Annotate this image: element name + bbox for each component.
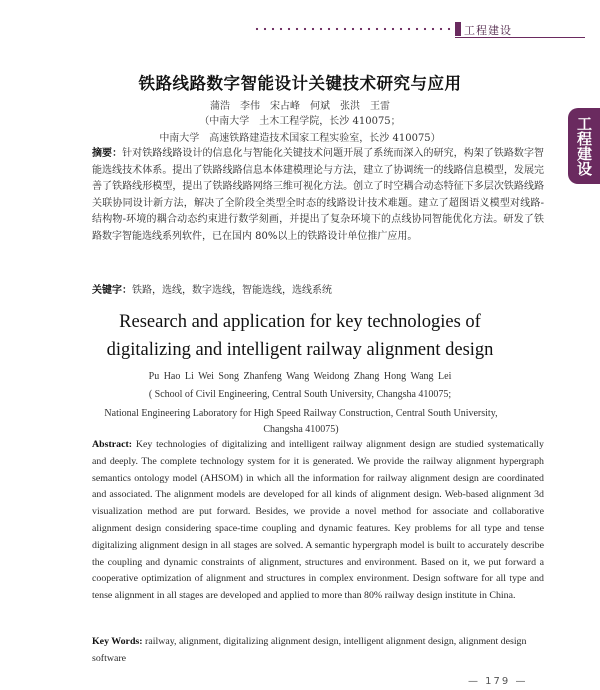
affiliation-english-2: National Engineering Laboratory for High Speed Railway Construction, Central South University, Changsha 410075) [104,408,498,435]
affiliation-english-1: ( School of Civil Engineering, Central South University, Changsha 410075; [148,389,452,400]
abstract-chinese-label: 摘要： [92,148,123,159]
keywords-chinese-label: 关键字： [92,285,132,296]
abstract-english-text: Key technologies of digitalizing and intelligent railway alignment design are studied systematically and deeply. The complete technology system for it is generated. We provide the railway alignment hypergraph semantics ontology model (AHSOM) in which all the information for railway alignment design are coordinated and associated. The alignment models are developed for all kinds of alignment design. Web-based alignment 3d visualization method are put forward. Besides, we provide a novel method for associate and collaborative alignment design considering space-time coupling and dynamic features. Key problems for all type and tense digitalizing alignment design in all stages are solved. A semantic hypergraph model is built to accurately describe the coupling and dynamic constraints of alignment, structures and environment. Based on it, we put forward a cooperative optimization of alignment and structures in complex environment. Design software for all type and tense alignment in all stages are developed and applied to more than 80% railway design institute in China. [92,439,544,602]
authors-english: Pu Hao Li Wei Song Zhanfeng Wang Weidong Zhang Hong Wang Lei [148,371,452,382]
side-section-tab: 工程建设 [568,108,600,184]
title-chinese: 铁路线路数字智能设计关键技术研究与应用 [138,74,462,93]
title-english [0,308,600,364]
affiliation-chinese-1: （中南大学 土木工程学院，长沙 410075； [199,116,401,127]
authors-chinese: 蒲浩 李伟 宋占峰 何斌 张洪 王雷 [210,101,390,112]
header-dot-rule [253,27,453,31]
abstract-chinese [92,146,544,246]
abstract-english [92,437,544,605]
keywords-chinese [92,281,544,296]
keywords-english-text: railway, alignment, digitalizing alignment design, intelligent alignment design, alignment design software [92,636,527,664]
keywords-chinese-text: 铁路，选线，数字选线，智能选线，选线系统 [132,285,332,296]
keywords-english [92,633,544,667]
header-underline [455,37,585,38]
title-english-line-1: Research and application for key technologies of [119,312,481,332]
keywords-english-label: Key Words: [92,636,143,647]
header-marker [455,22,461,36]
page-number: — 179 — [468,676,528,687]
abstract-english-label: Abstract: [92,439,133,450]
affiliation-chinese-2: 中南大学 高速铁路建造技术国家工程实验室，长沙 410075） [159,133,441,144]
title-english-line-2: digitalizing and intelligent railway alignment design [106,340,494,360]
abstract-chinese-text: 针对铁路线路设计的信息化与智能化关键技术问题开展了系统而深入的研究，构架了铁路数字智能选线技术体系。提出了铁路线路信息本体建模理论与方法，建立了协调统一的线路信息模型，发展完善了铁路线形模型，提出了铁路线路网络三维可视化方法。创立了时空耦合动态特征下多层次铁路线路关联协同设计新方法，解决了全阶段全类型全时态的线路设计技术难题。建立了超图语义模型对线路-结构物-环境的耦合动态约束进行数学刻画，并提出了复杂环境下的点线协同智能优化方法。研发了铁路数字智能选线系列软件，已在国内 80%以上的铁路设计单位推广应用。 [92,148,545,242]
header-section-label: 工程建设 [464,24,512,37]
